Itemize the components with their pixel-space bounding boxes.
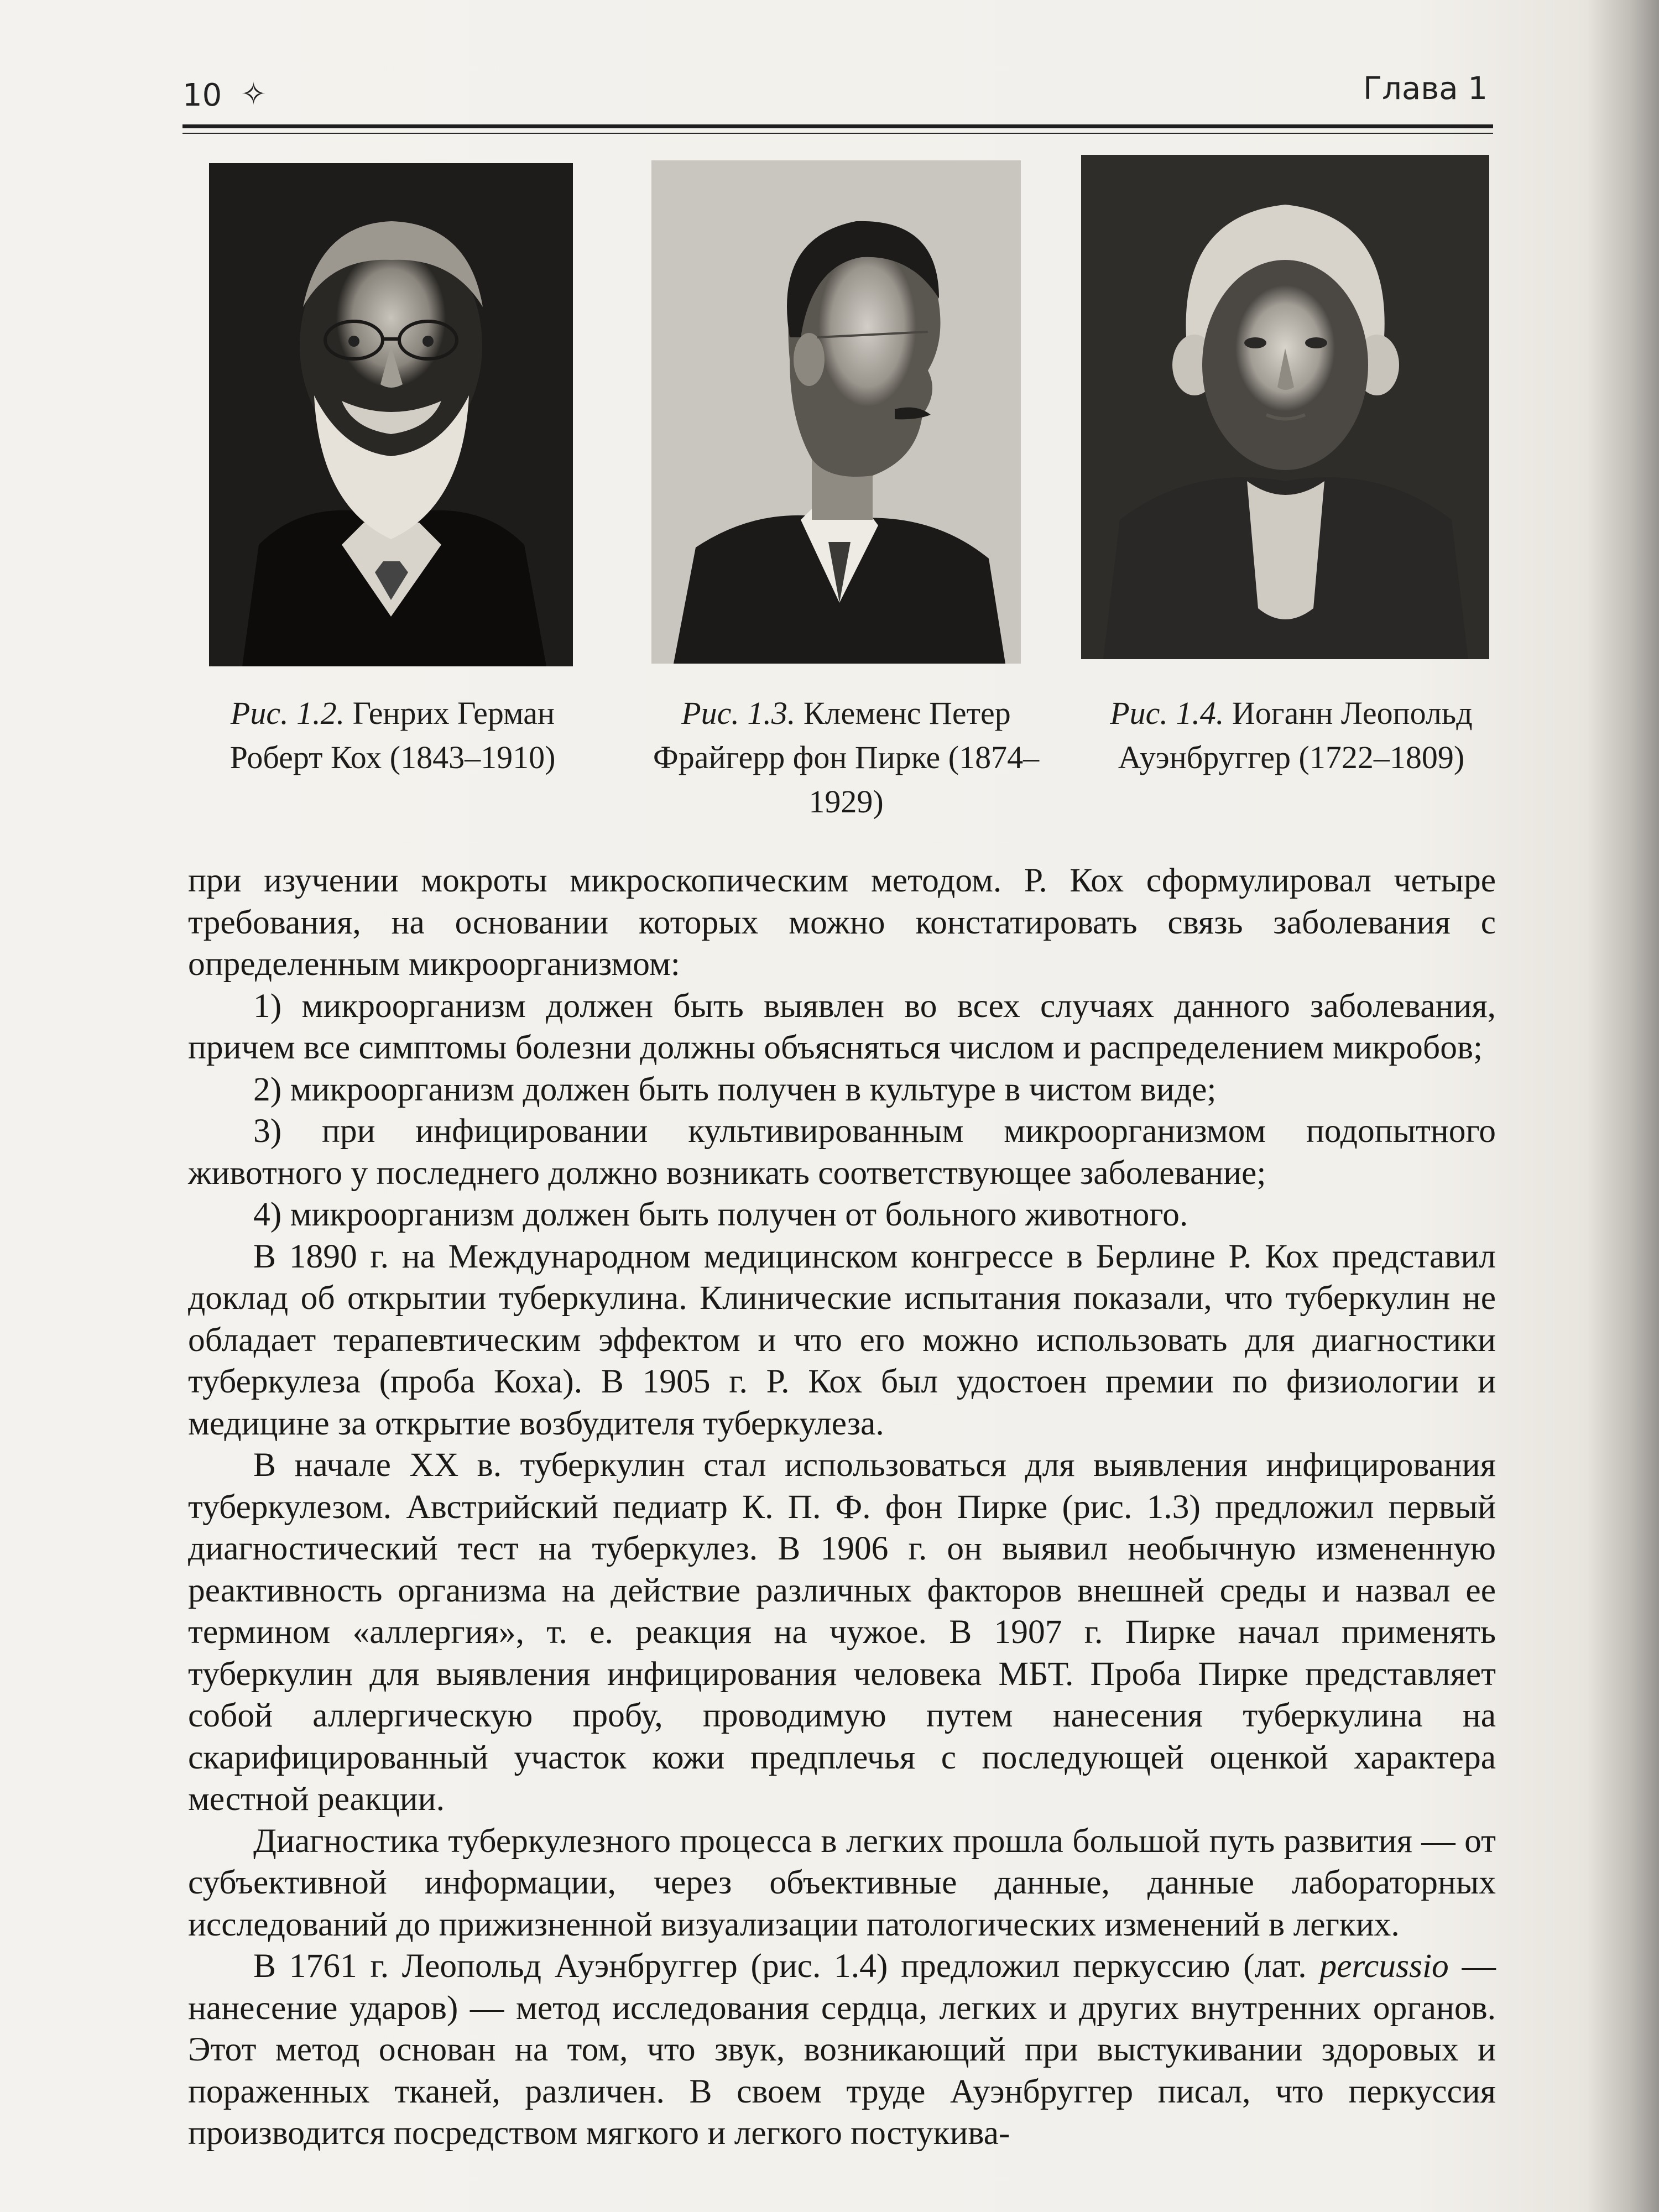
paragraph-text: В 1761 г. Леопольд Ауэнбруггер (рис. 1.4) предложил перкуссию (лат. bbox=[253, 1947, 1320, 1985]
list-item-requirement-3: 3) при инфицировании культивированным микроорганизмом подопытного животного у последнего должно возникать соответствующее заболевание; bbox=[188, 1112, 1496, 1192]
paragraph-koch-requirements: при изучении мокроты микроскопическим методом. Р. Кох сформулировал четыре требования, на основании которых можно констатировать связь заболевания с определенным микроорганизмом: bbox=[188, 862, 1496, 983]
ornament-star-icon: ✧ bbox=[241, 76, 267, 112]
figure-caption-text: Генрих Герман Роберт Кох (1843–1910) bbox=[229, 695, 556, 775]
figure-caption-1-4 bbox=[1084, 691, 1499, 780]
figure-number: Рис. 1.4. bbox=[1110, 695, 1224, 731]
paragraph-auenbrugger-percussion bbox=[188, 1945, 1496, 2154]
paragraph-pirquet-test: В начале XX в. туберкулин стал использоваться для выявления инфицирования туберкулезом. Австрийский педиатр К. П. Ф. фон Пирке (рис. 1.3) предложил первый диагностический тест на туберкулез. В 1906 г. он выявил необычную измененную реактивность организма на действие различных факторов внешней среды и назвал ее термином «аллергия», т. е. реакция на чужое. В 1907 г. Пирке начал применять туберкулин для выявления инфицирования человека МБТ. Проба Пирке представляет собой аллергическую пробу, проводимую путем нанесения туберкулина на скарифицированный участок кожи предплечья с последующей оценкой характера местной реакции. bbox=[188, 1446, 1496, 1818]
latin-term: percussio bbox=[1319, 1947, 1449, 1985]
list-item-requirement-4: 4) микроорганизм должен быть получен от больного животного. bbox=[253, 1196, 1188, 1233]
list-item-requirement-2: 2) микроорганизм должен быть получен в культуре в чистом виде; bbox=[253, 1070, 1217, 1108]
header-rule-thin bbox=[182, 133, 1493, 134]
portrait-auenbrugger-painting bbox=[1081, 155, 1489, 659]
portrait-koch-photo bbox=[209, 163, 573, 666]
portrait-pirquet-photo bbox=[651, 160, 1021, 664]
header-rule-thick bbox=[182, 124, 1493, 128]
figure-caption-1-2 bbox=[188, 691, 597, 780]
figure-caption-1-3 bbox=[636, 691, 1056, 824]
figure-number: Рис. 1.3. bbox=[681, 695, 796, 731]
page-gutter-shadow bbox=[1587, 0, 1659, 2212]
figure-number: Рис. 1.2. bbox=[230, 695, 345, 731]
chapter-label: Глава 1 bbox=[1363, 71, 1488, 107]
paragraph-diagnostics-history: Диагностика туберкулезного процесса в легких прошла большой путь развития — от субъективной информации, через объективные данные, данные лабораторных исследований до прижизненной визуализации патологических изменений в легких. bbox=[188, 1822, 1496, 1943]
figure-caption-text: Клеменс Петер Фрайгерр фон Пирке (1874–1929) bbox=[653, 695, 1040, 820]
page-number: 10 bbox=[182, 77, 222, 113]
figure-caption-text: Иоганн Леопольд Ауэнбруггер (1722–1809) bbox=[1118, 695, 1473, 775]
paragraph-tuberculin-1890: В 1890 г. на Международном медицинском конгрессе в Берлине Р. Кох представил доклад об открытии туберкулина. Клинические испытания показали, что туберкулин не обладает терапевтическим эффектом и что его можно использовать для диагностики туберкулеза (проба Коха). В 1905 г. Р. Кох был удостоен премии по физиологии и медицине за открытие возбудителя туберкулеза. bbox=[188, 1237, 1496, 1442]
body-text bbox=[188, 860, 1496, 2154]
list-item-requirement-1: 1) микроорганизм должен быть выявлен во всех случаях данного заболевания, причем все симптомы болезни должны объясняться числом и распределением микробов; bbox=[188, 987, 1496, 1066]
paragraph-text: — нанесение ударов) — метод исследования сердца, легких и других внутренних органов. Этот метод основан на том, что звук, возникающий при выстукивании здоровых и пораженных тканей, различен. В своем труде Ауэнбруггер писал, что перкуссия производится посредством мягкого и легкого постукива- bbox=[188, 1947, 1496, 2152]
